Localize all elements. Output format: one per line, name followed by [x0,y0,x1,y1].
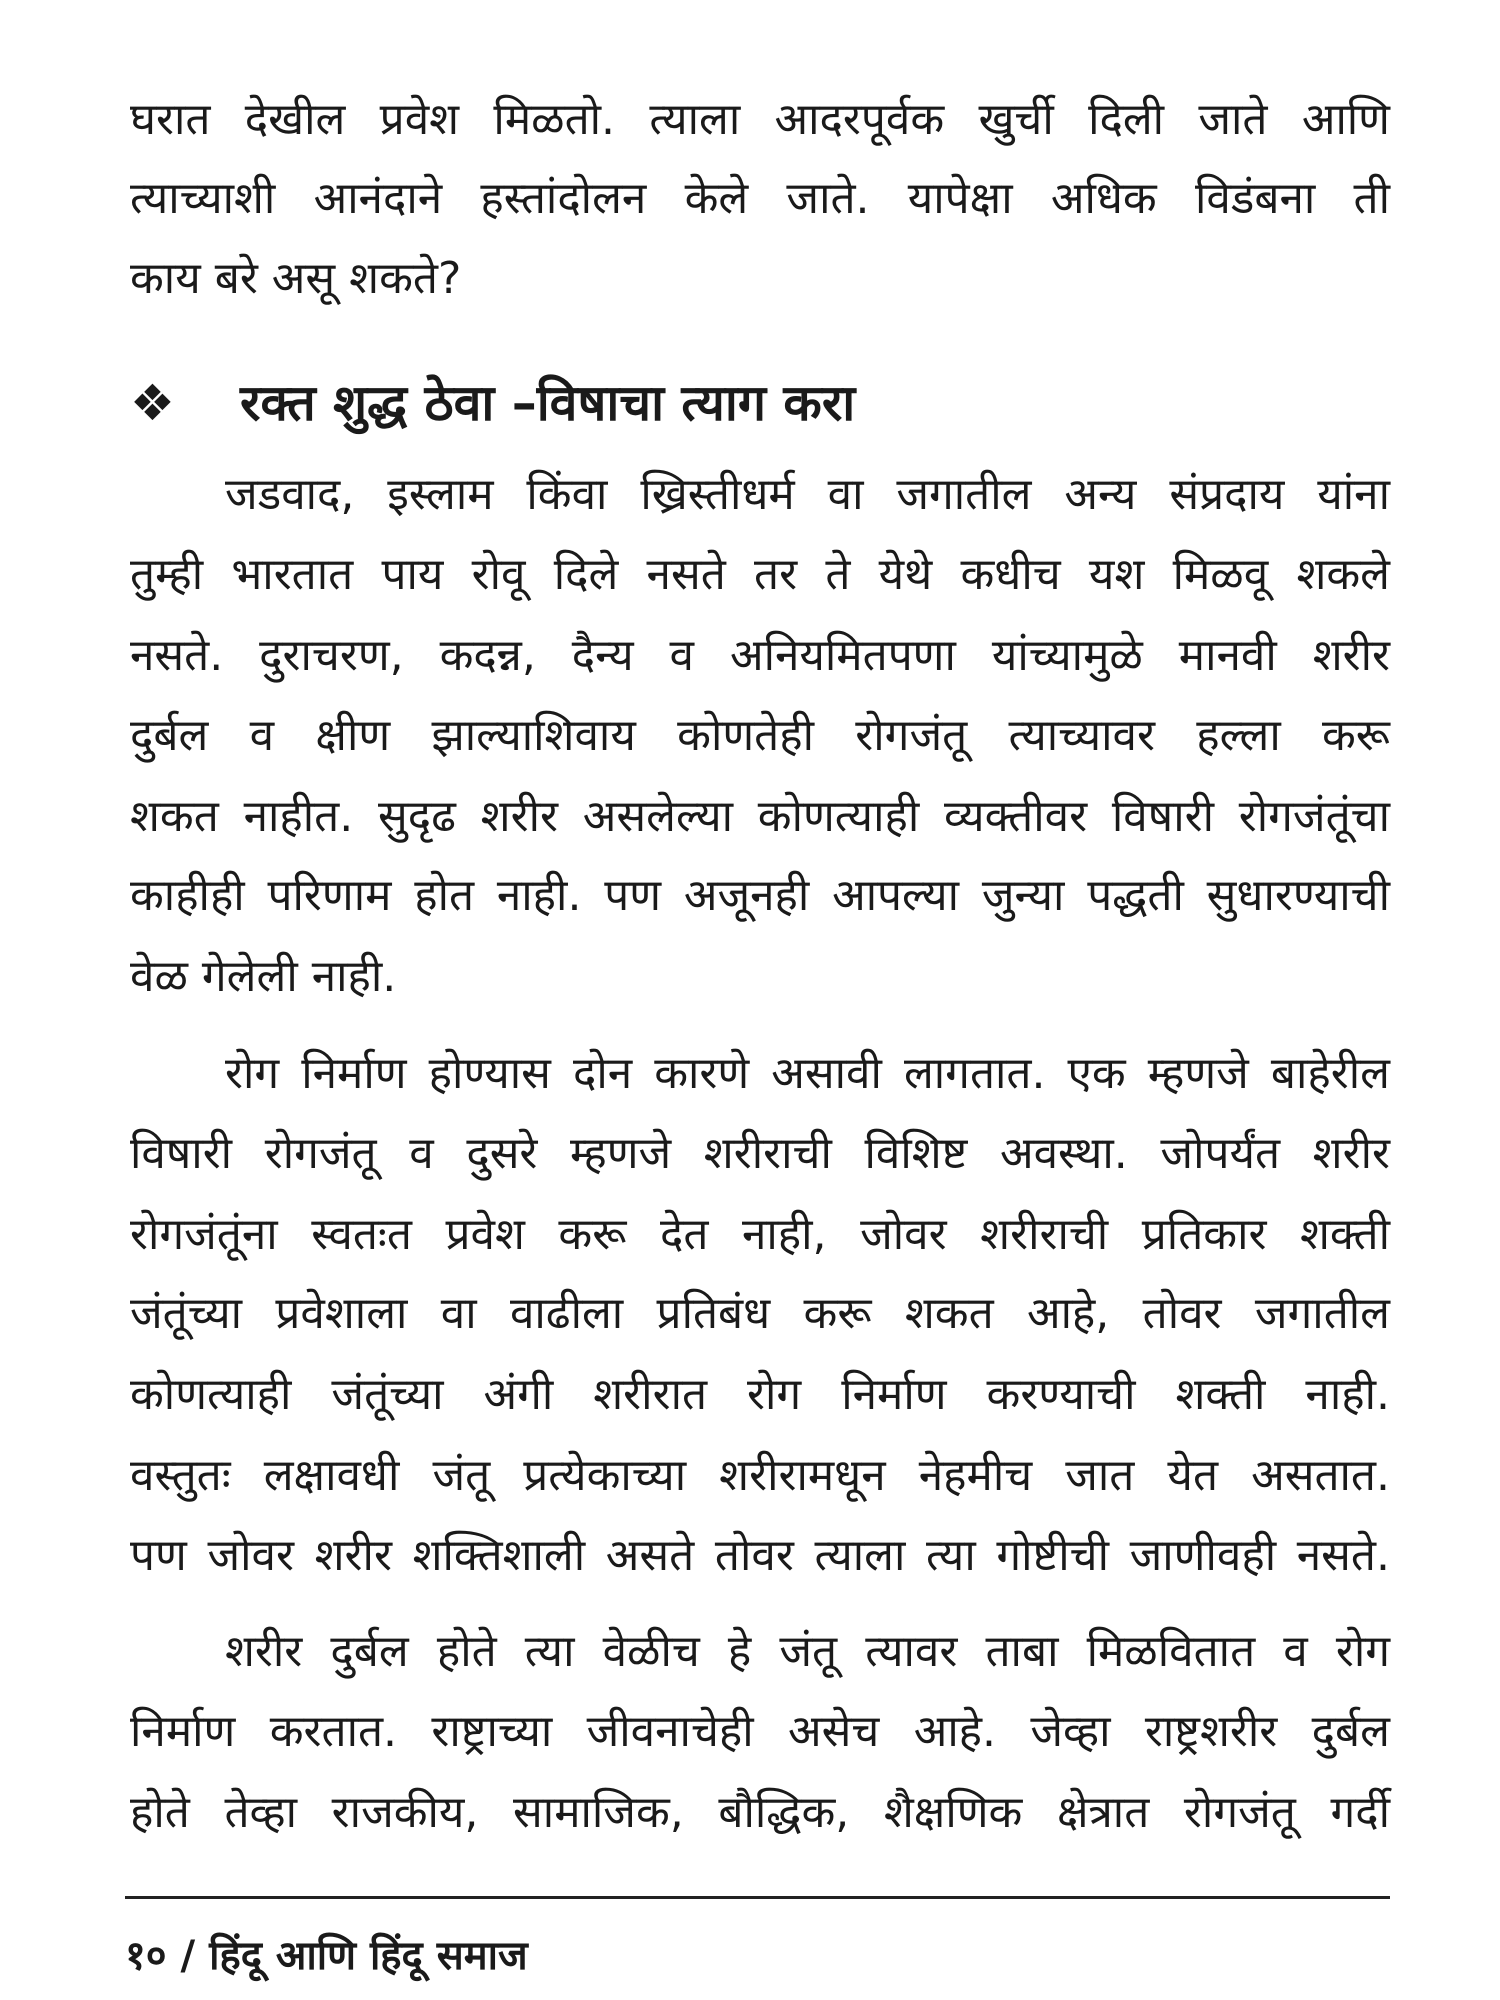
text-line: शरीर दुर्बल होते त्या वेळीच हे जंतू त्यावर ताबा मिळवितात व रोग [225,1626,1390,1677]
text-line: दुर्बल व क्षीण झाल्याशिवाय कोणतेही रोगजंतू त्याच्यावर हल्ला करू [130,710,1390,761]
text-line: होते तेव्हा राजकीय, सामाजिक, बौद्धिक, शैक्षणिक क्षेत्रात रोगजंतू गर्दी [130,1787,1390,1838]
text-line: तुम्ही भारतात पाय रोवू दिले नसते तर ते येथे कधीच यश मिळवू शकले [130,549,1390,600]
text-line: जंतूंच्या प्रवेशाला वा वाढीला प्रतिबंध करू शकत आहे, तोवर जगातील [130,1288,1390,1339]
text-line: जडवाद, इस्लाम किंवा ख्रिस्तीधर्म वा जगातील अन्य संप्रदाय यांना [225,469,1390,520]
text-line: वेळ गेलेली नाही. [130,951,397,1002]
text-line: रोगजंतूंना स्वतःत प्रवेश करू देत नाही, जोवर शरीराची प्रतिकार शक्ती [130,1209,1390,1260]
section-heading [130,373,855,433]
diamond-bullet-icon: ❖ [130,374,175,432]
text-line: नसते. दुराचरण, कदन्न, दैन्य व अनियमितपणा यांच्यामुळे मानवी शरीर [130,630,1390,681]
heading-title: रक्त शुद्ध ठेवा –विषाचा त्याग करा [240,374,856,432]
text-line: काहीही परिणाम होत नाही. पण अजूनही आपल्या जुन्या पद्धती सुधारण्याची [130,870,1390,921]
text-line: घरात देखील प्रवेश मिळतो. त्याला आदरपूर्वक खुर्ची दिली जाते आणि [130,94,1390,145]
text-line: कोणत्याही जंतूंच्या अंगी शरीरात रोग निर्माण करण्याची शक्ती नाही. [130,1369,1390,1420]
book-title: हिंदू आणि हिंदू समाज [209,1933,528,1979]
page-number: १० [125,1933,167,1979]
text-line: त्याच्याशी आनंदाने हस्तांदोलन केले जाते. यापेक्षा अधिक विडंबना ती [130,173,1390,224]
page-footer [125,1928,528,1984]
text-line: वस्तुतः लक्षावधी जंतू प्रत्येकाच्या शरीरामधून नेहमीच जात येत असतात. [130,1450,1390,1501]
text-line: काय बरे असू शकते? [130,253,462,304]
text-line: रोग निर्माण होण्यास दोन कारणे असावी लागतात. एक म्हणजे बाहेरील [225,1048,1390,1099]
text-line: विषारी रोगजंतू व दुसरे म्हणजे शरीराची विशिष्ट अवस्था. जोपर्यंत शरीर [130,1128,1390,1179]
text-line: शकत नाहीत. सुदृढ शरीर असलेल्या कोणत्याही व्यक्तीवर विषारी रोगजंतूंचा [130,791,1390,842]
footer-separator: / [180,1933,196,1979]
footer-divider [125,1896,1390,1899]
text-line: पण जोवर शरीर शक्तिशाली असते तोवर त्याला त्या गोष्टीची जाणीवही नसते. [130,1530,1390,1581]
text-line: निर्माण करतात. राष्ट्राच्या जीवनाचेही असेच आहे. जेव्हा राष्ट्रशरीर दुर्बल [130,1706,1390,1757]
